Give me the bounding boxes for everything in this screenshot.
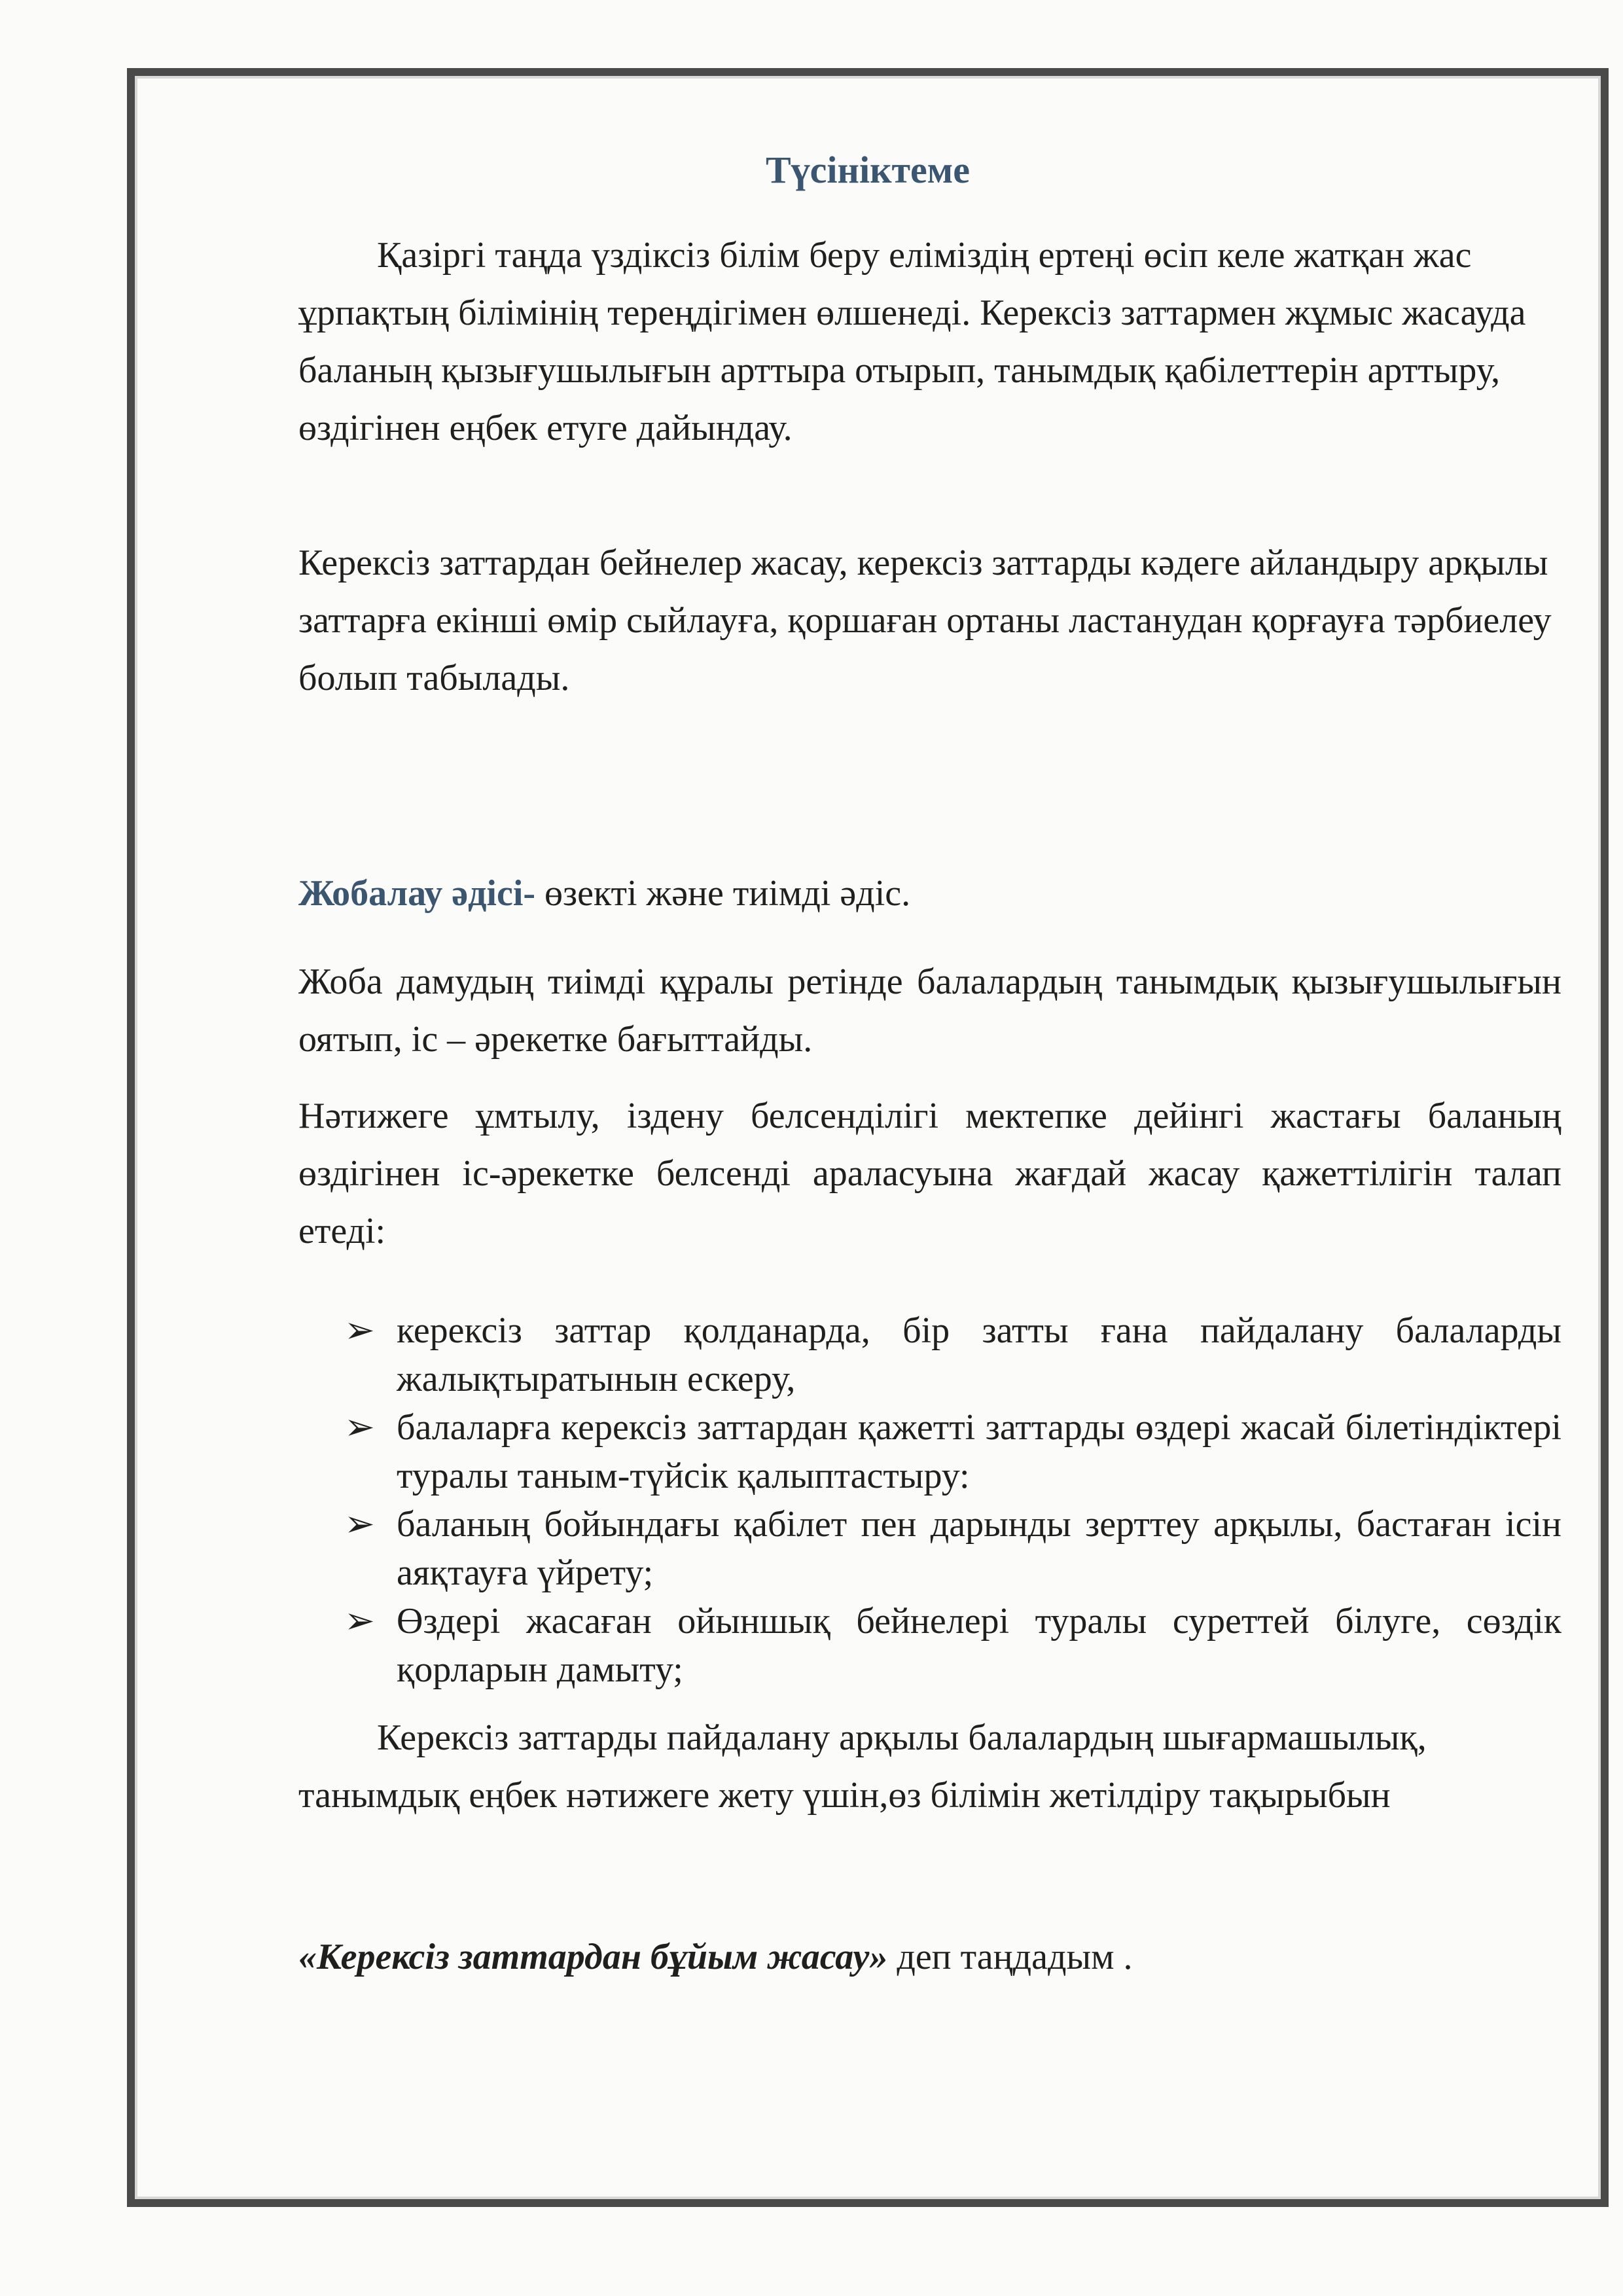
method-text: өзекті және тиімді әдіс.: [535, 873, 911, 914]
page-title: Түсініктеме: [766, 149, 970, 191]
conclusion-paragraph: Керексіз заттарды пайдалану арқылы балалардың шығармашылық, танымдық еңбек нәтижеге жету үшін,өз білімін жетілдіру тақырыбын: [298, 1717, 1427, 1816]
method-line: [298, 865, 1561, 922]
project-paragraph: Жоба дамудың тиімді құралы ретінде балалардың танымдық қызығушылығын оятып, іс – әрекетке бағыттайды.: [298, 961, 1561, 1060]
list-item-text: Өздері жасаған ойыншық бейнелері туралы суреттей білуге, сөздік қорларын дамыту;: [397, 1601, 1561, 1690]
arrow-bullet-icon: ➢: [344, 1309, 375, 1352]
arrow-bullet-icon: ➢: [344, 1503, 375, 1545]
intro-paragraph-1: Қазіргі таңда үздіксіз білім беру еліміздің ертеңі өсіп келе жатқан жас ұрпақтың білімінің тереңдігімен өлшенеді. Керексіз заттармен жұмыс жасауда баланың қызығушылығын арттыра отырып, танымдық қабілеттерін арттыру, өздігінен еңбек етуге дайындау.: [298, 235, 1526, 448]
bullet-list: [344, 1306, 1561, 1694]
topic-title: «Керексіз заттардан бұйым жасау»: [298, 1937, 888, 1977]
page-content: [135, 76, 1601, 2199]
list-item: [344, 1500, 1561, 1597]
result-paragraph: Нәтижеге ұмтылу, іздену белсенділігі мектепке дейінгі жастағы баланың өздігінен іс-әрекетке белсенді араласуына жағдай жасау қажеттілігін талап етеді:: [298, 1096, 1561, 1251]
list-item: [344, 1403, 1561, 1500]
arrow-bullet-icon: ➢: [344, 1600, 375, 1642]
list-item: [344, 1306, 1561, 1403]
arrow-bullet-icon: ➢: [344, 1406, 375, 1448]
list-item: [344, 1597, 1561, 1694]
topic-line: [298, 1928, 1561, 1986]
method-label: Жобалау әдісі-: [298, 873, 536, 914]
list-item-text: балаларға керексіз заттардан қажетті заттарды өздері жасай білетіндіктері туралы таным-түйсік қалыптастыру:: [397, 1407, 1561, 1496]
topic-suffix: деп таңдадым .: [887, 1937, 1133, 1977]
list-item-text: баланың бойындағы қабілет пен дарынды зерттеу арқылы, бастаған ісін аяқтауға үйрету;: [397, 1504, 1561, 1593]
list-item-text: керексіз заттар қолданарда, бір затты ғана пайдалану балаларды жалықтыратынын ескеру,: [397, 1310, 1561, 1399]
intro-paragraph-2: Керексіз заттардан бейнелер жасау, керексіз заттарды кәдеге айландыру арқылы заттарға екінші өмір сыйлауға, қоршаған ортаны ластанудан қорғауға тәрбиелеу болып табылады.: [298, 543, 1552, 698]
page-border: [127, 68, 1609, 2207]
